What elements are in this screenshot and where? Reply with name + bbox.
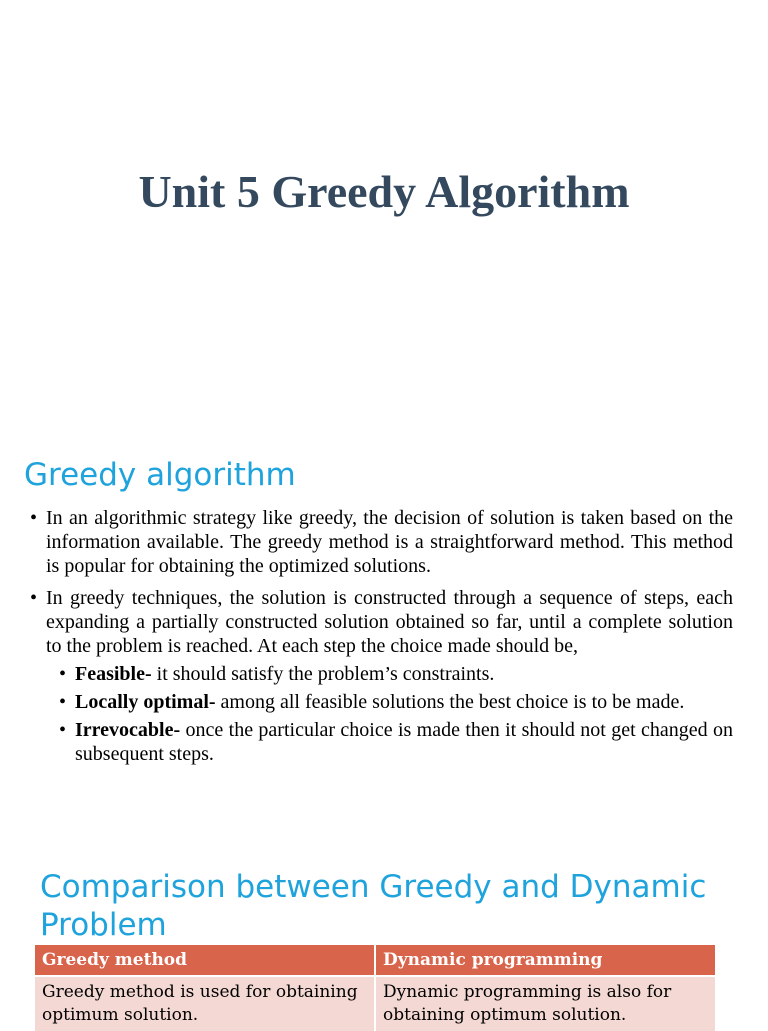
bullet-list [30, 506, 733, 774]
sub-bullet-term: Feasible- [75, 663, 152, 685]
title-slide [0, 0, 768, 430]
comparison-slide [0, 858, 768, 1024]
table-row [35, 976, 715, 1031]
sub-bullet-term: Locally optimal- [75, 691, 216, 713]
sub-bullet-text: among all feasible solutions the best choice is to be made. [215, 691, 685, 713]
sub-bullet-text: once the particular choice is made then it should not get changed on subsequent steps. [75, 719, 733, 765]
table-header-cell: Greedy method [35, 945, 375, 976]
bullet-text: In an algorithmic strategy like greedy, the decision of solution is taken based on the information available. The greedy method is a straightforward method. This method is popular for obtaining the optimized solutions. [46, 507, 733, 577]
table-header-row [35, 945, 715, 976]
sub-bullet-list [46, 662, 733, 766]
comparison-table [35, 945, 715, 1031]
sub-bullet-text: it should satisfy the problem’s constraints. [151, 663, 495, 685]
comparison-heading: Comparison between Greedy and Dynamic Problem [40, 869, 707, 943]
sub-bullet-term: Irrevocable- [75, 719, 181, 741]
bullet-item [30, 506, 733, 578]
table-cell: Dynamic programming is also for obtaining optimum solution. [375, 976, 715, 1031]
sub-bullet-item [59, 662, 733, 686]
content-heading: Greedy algorithm [24, 457, 296, 493]
slide-title: Unit 5 Greedy Algorithm [138, 166, 630, 217]
sub-bullet-item [59, 690, 733, 714]
table-cell: Greedy method is used for obtaining optimum solution. [35, 976, 375, 1031]
bullet-item [30, 586, 733, 766]
sub-bullet-item [59, 718, 733, 766]
table-header-cell: Dynamic programming [375, 945, 715, 976]
content-slide [0, 440, 768, 840]
bullet-text: In greedy techniques, the solution is constructed through a sequence of steps, each expanding a partially constructed solution obtained so far, until a complete solution to the problem is reached. At each step the choice made should be, [46, 587, 733, 657]
